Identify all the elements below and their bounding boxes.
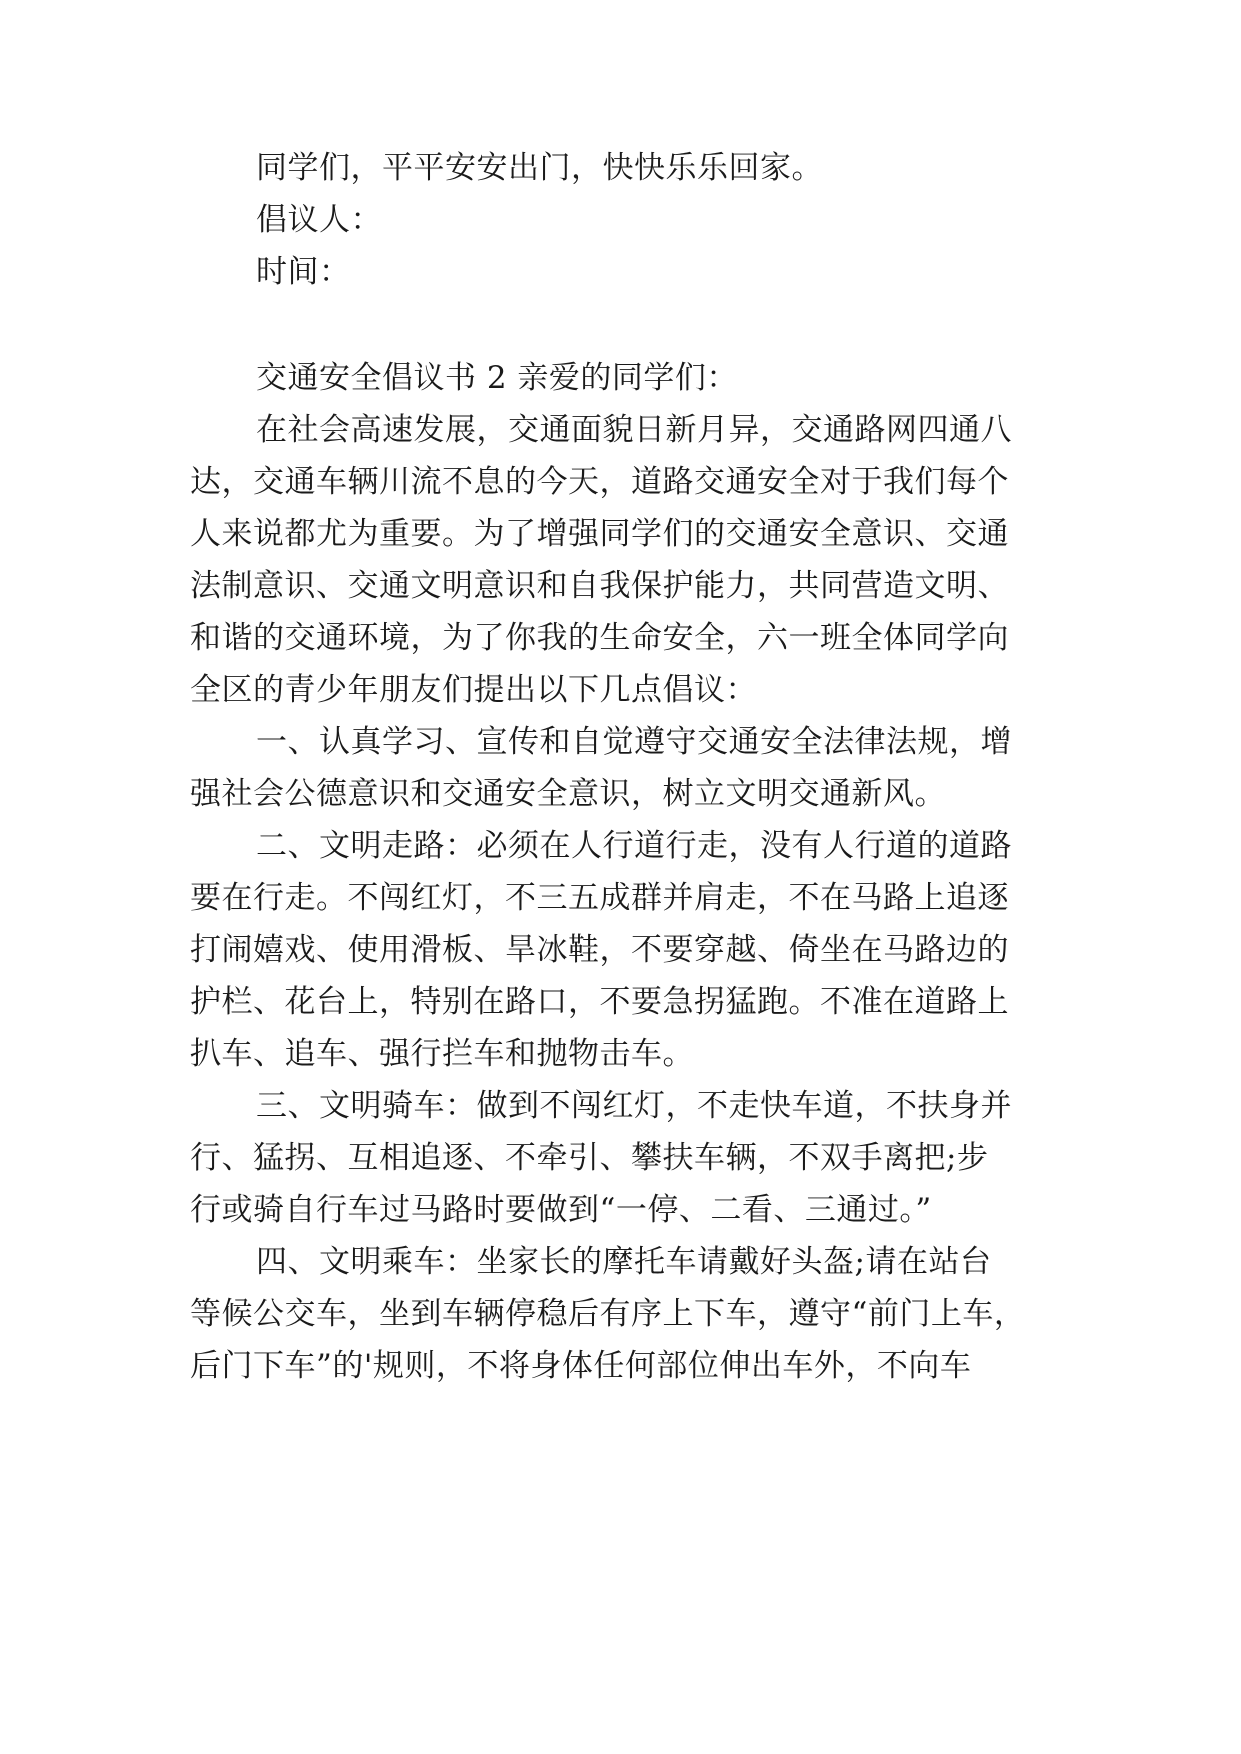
intro-line: 在社会高速发展，交通面貌日新月异，交通路网四通八 xyxy=(256,412,1012,448)
date-label: 时间： xyxy=(256,254,351,290)
point3-line: 行或骑自行车过马路时要做到“一停、二看、三通过。” xyxy=(190,1192,932,1228)
section-heading: 交通安全倡议书 2 亲爱的同学们： xyxy=(256,360,738,396)
point4-line: 四、文明乘车：坐家长的摩托车请戴好头盔;请在站台 xyxy=(256,1244,992,1280)
intro-line: 法制意识、交通文明意识和自我保护能力，共同营造文明、 xyxy=(190,568,1009,604)
point1-line: 强社会公德意识和交通安全意识，树立文明交通新风。 xyxy=(190,776,946,812)
intro-line: 和谐的交通环境，为了你我的生命安全，六一班全体同学向 xyxy=(190,620,1009,656)
point2-line: 扒车、追车、强行拦车和抛物击车。 xyxy=(190,1036,694,1072)
point2-line: 打闹嬉戏、使用滑板、旱冰鞋，不要穿越、倚坐在马路边的 xyxy=(190,932,1009,968)
intro-line: 人来说都尤为重要。为了增强同学们的交通安全意识、交通 xyxy=(190,516,1009,552)
point4-line: 等候公交车，坐到车辆停稳后有序上下车，遵守“前门上车， xyxy=(190,1296,1026,1332)
point2-line: 二、文明走路：必须在人行道行走，没有人行道的道路 xyxy=(256,828,1012,864)
initiator-label: 倡议人： xyxy=(256,202,382,238)
closing-line: 同学们，平平安安出门，快快乐乐回家。 xyxy=(256,150,823,186)
point2-line: 要在行走。不闯红灯，不三五成群并肩走，不在马路上追逐 xyxy=(190,880,1009,916)
point3-line: 行、猛拐、互相追逐、不牵引、攀扶车辆，不双手离把;步 xyxy=(190,1140,989,1176)
point3-line: 三、文明骑车：做到不闯红灯，不走快车道，不扶身并 xyxy=(256,1088,1012,1124)
point4-line: 后门下车”的'规则，不将身体任何部位伸出车外，不向车 xyxy=(190,1348,972,1384)
point2-line: 护栏、花台上，特别在路口，不要急拐猛跑。不准在道路上 xyxy=(190,984,1009,1020)
point1-line: 一、认真学习、宣传和自觉遵守交通安全法律法规，增 xyxy=(256,724,1012,760)
intro-line: 全区的青少年朋友们提出以下几点倡议： xyxy=(190,672,757,708)
intro-line: 达，交通车辆川流不息的今天，道路交通安全对于我们每个 xyxy=(190,464,1009,500)
